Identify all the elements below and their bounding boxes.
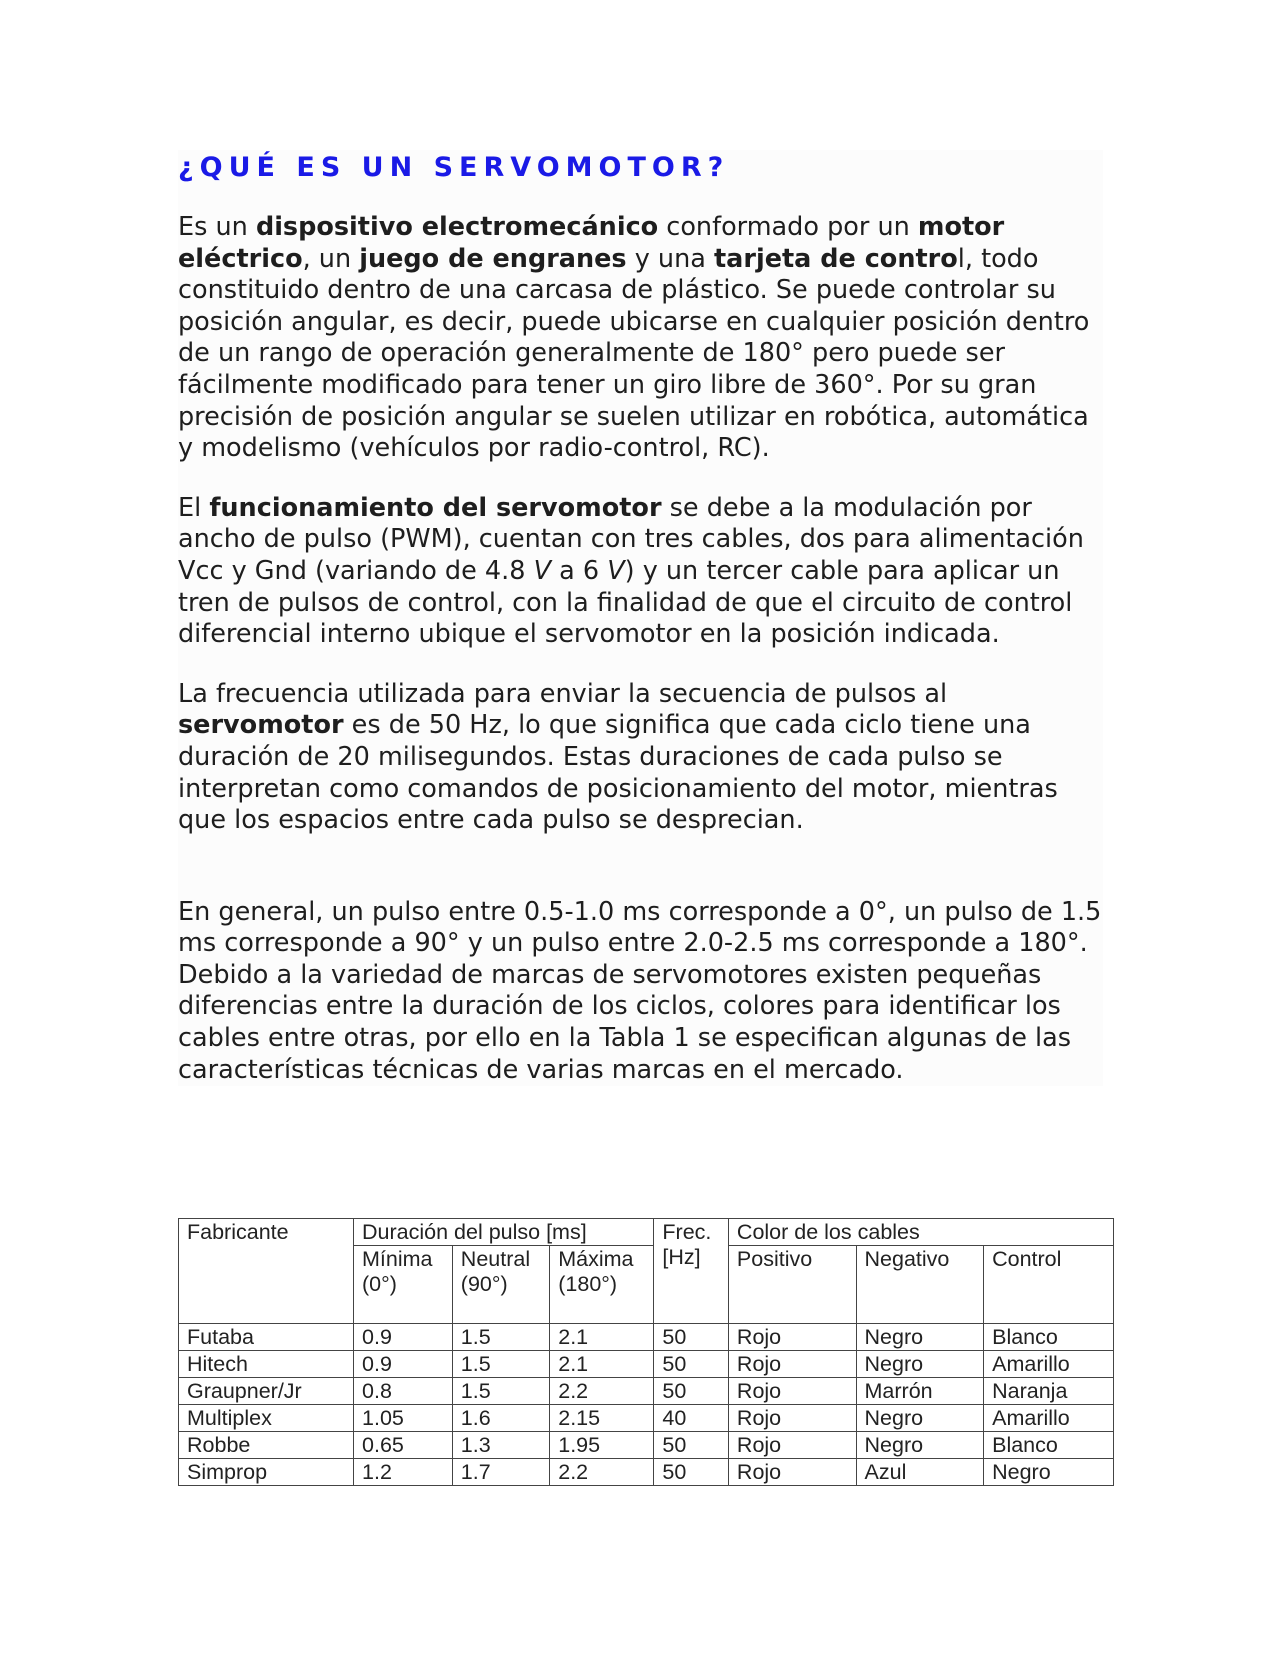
cell-negativo: Azul [856,1459,984,1486]
cell-fabricante: Simprop [179,1459,354,1486]
cell-fabricante: Graupner/Jr [179,1378,354,1405]
cell-fabricante: Futaba [179,1324,354,1351]
cell-positivo: Rojo [728,1351,856,1378]
cell-control: Amarillo [984,1405,1114,1432]
cell-positivo: Rojo [728,1459,856,1486]
cell-frec: 50 [654,1324,729,1351]
header-neutral: Neutral (90°) [452,1246,549,1324]
servo-specs-table [178,1218,1114,1486]
cell-frec: 50 [654,1378,729,1405]
header-positivo: Positivo [728,1246,856,1324]
table-header-row [179,1219,1114,1246]
paragraph-pulse-range: En general, un pulso entre 0.5-1.0 ms corresponde a 0°, un pulso de 1.5 ms corresponde a 90° y un pulso entre 2.0-2.5 ms corresponde a 180°. [178,896,1102,959]
cell-negativo: Marrón [856,1378,984,1405]
cell-max: 2.15 [550,1405,654,1432]
cell-negativo: Negro [856,1405,984,1432]
cell-positivo: Rojo [728,1378,856,1405]
cell-min: 1.2 [354,1459,453,1486]
cell-max: 2.1 [550,1351,654,1378]
header-minima: Mínima (0°) [354,1246,453,1324]
header-fabricante: Fabricante [179,1219,354,1324]
page-title: ¿QUÉ ES UN SERVOMOTOR? [178,152,730,183]
cell-control: Blanco [984,1432,1114,1459]
cell-positivo: Rojo [728,1405,856,1432]
bold-term: motor eléctrico [178,212,1005,274]
paragraph-definition: Es un dispositivo electromecánico conformado por un motor eléctrico, un juego de engranes y una tarjeta de control, todo constituido dentro de una carcasa de plástico. Se puede controlar su posición angular, es decir, puede ubicarse en cualquier posición dentro de un rango de operación generalmente de 180° pero puede ser fácilmente modificado para tener un giro libre de 360°. Por su gran precisión de posición angular se suelen utilizar en robótica, automática y modelismo (vehículos por radio-control, RC). [178,212,1090,464]
cell-negativo: Negro [856,1324,984,1351]
cell-max: 1.95 [550,1432,654,1459]
cell-negativo: Negro [856,1432,984,1459]
cell-max: 2.2 [550,1378,654,1405]
cell-min: 1.05 [354,1405,453,1432]
cell-control: Naranja [984,1378,1114,1405]
cell-fabricante: Hitech [179,1351,354,1378]
cell-neutral: 1.6 [452,1405,549,1432]
table-row [179,1351,1114,1378]
table-row [179,1324,1114,1351]
header-control: Control [984,1246,1114,1324]
cell-frec: 50 [654,1459,729,1486]
paragraph-operation: El funcionamiento del servomotor se debe a la modulación por ancho de pulso (PWM), cuentan con tres cables, dos para alimentación Vcc y Gnd (variando de 4.8 V a 6 V) y un tercer cable para aplicar un tren de pulsos de control, con la finalidad de que el circuito de control diferencial interno ubique el servomotor en la posición indicada. [178,492,1084,650]
table-row [179,1378,1114,1405]
cell-min: 0.9 [354,1351,453,1378]
cell-neutral: 1.5 [452,1351,549,1378]
cell-frec: 50 [654,1432,729,1459]
header-negativo: Negativo [856,1246,984,1324]
table-row [179,1405,1114,1432]
cell-negativo: Negro [856,1351,984,1378]
cell-control: Blanco [984,1324,1114,1351]
header-maxima: Máxima (180°) [550,1246,654,1324]
bold-term: funcionamiento del servomotor [209,492,662,523]
document-body [178,150,1103,1086]
header-color: Color de los cables [728,1219,1113,1246]
paragraph-frequency: La frecuencia utilizada para enviar la secuencia de pulsos al servomotor es de 50 Hz, lo que significa que cada ciclo tiene una duración de 20 milisegundos. Estas duraciones de cada pulso se interpretan como comandos de posicionamiento del motor, mientras que los espacios entre cada pulso se desprecian. [178,678,1058,836]
header-frec: Frec. [Hz] [654,1219,729,1324]
cell-control: Negro [984,1459,1114,1486]
bold-term: juego de engranes [359,243,627,274]
cell-min: 0.65 [354,1432,453,1459]
cell-control: Amarillo [984,1351,1114,1378]
cell-neutral: 1.3 [452,1432,549,1459]
cell-max: 2.1 [550,1324,654,1351]
cell-positivo: Rojo [728,1432,856,1459]
cell-fabricante: Robbe [179,1432,354,1459]
paragraph-brands: Debido a la variedad de marcas de servomotores existen pequeñas diferencias entre la duración de los ciclos, colores para identificar los cables entre otras, por ello en la Tabla 1 se especifican algunas de las características técnicas de varias marcas en el mercado. [178,959,1072,1085]
bold-term: tarjeta de contro [713,243,958,274]
bold-term: dispositivo electromecánico [255,212,659,242]
cell-max: 2.2 [550,1459,654,1486]
cell-neutral: 1.5 [452,1324,549,1351]
cell-min: 0.9 [354,1324,453,1351]
cell-min: 0.8 [354,1378,453,1405]
cell-fabricante: Multiplex [179,1405,354,1432]
cell-neutral: 1.7 [452,1459,549,1486]
cell-neutral: 1.5 [452,1378,549,1405]
table-row [179,1459,1114,1486]
cell-frec: 40 [654,1405,729,1432]
bold-term: servomotor [178,710,344,741]
cell-frec: 50 [654,1351,729,1378]
table-row [179,1432,1114,1459]
header-duracion: Duración del pulso [ms] [354,1219,654,1246]
cell-positivo: Rojo [728,1324,856,1351]
